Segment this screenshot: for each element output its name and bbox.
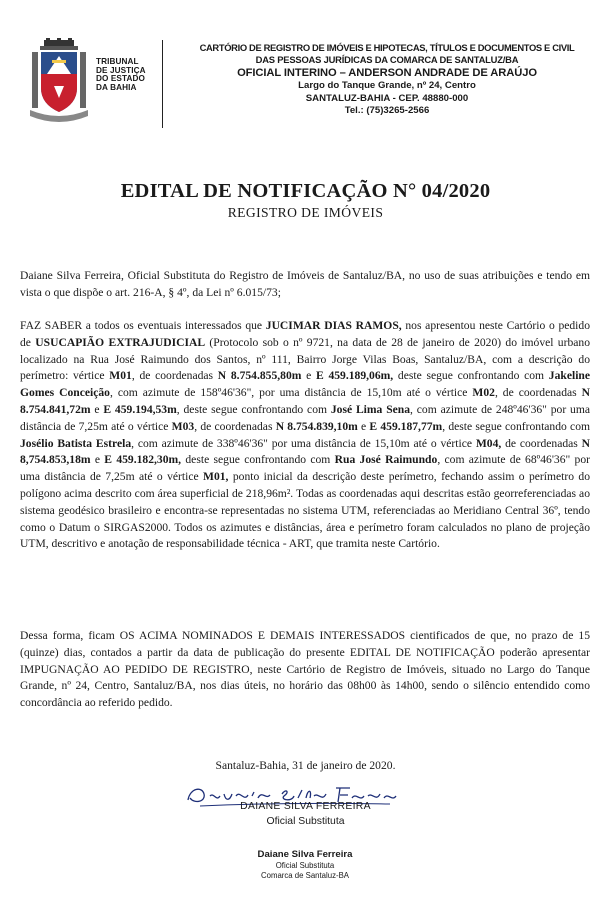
office-city-cep: SANTALUZ-BAHIA - CEP. 48880-000	[305, 92, 469, 104]
signer-role: Oficial Substituta	[266, 816, 345, 827]
document-date: Santaluz-Bahia, 31 de janeiro de 2020.	[215, 759, 396, 772]
official-stamp	[170, 849, 440, 880]
document-subtitle: REGISTRO DE IMÓVEIS	[227, 205, 384, 220]
office-address: Largo do Tanque Grande, nº 24, Centro	[298, 80, 476, 91]
paragraph-notice: FAZ SABER a todos os eventuais interessados que JUCIMAR DIAS RAMOS, nos apresentou neste Cartório o pedido de USUCAPIÃO EXTRAJUDICIAL (Protocolo sob o nº 9721, na data de 28 de janeiro de 2020) do imóvel urbano localizado na Rua José Raimundo dos Santos, nº 111, Bairro Jorge Vilas Boas, Santaluz/BA, com a descrição do perímetro: vértice M01, de coordenadas N 8.754.855,80m e E 459.189,06m, deste segue confrontando com Jakeline Gomes Conceição, com azimute de 158º46'36", por uma distância de 15,10m até o vértice M02, de coordenadas N 8.754.841,72m e E 459.194,53m, deste segue confrontando com José Lima Sena, com azimute de 248º46'36" por uma distância de 7,25m até o vértice M03, de coordenadas N 8.754.839,10m e E 459.187,77m, deste segue confrontando com Josélio Batista Estrela, com azimute de 338º46'36" por uma distância de 15,10m até o vértice M04, de coordenadas N 8,754.853,18m e E 459.182,30m, deste segue confrontando com Rua José Raimundo, com azimute de 68º46'36" por uma distância de 7,25m até o vértice M01, ponto inicial da descrição deste perímetro, fechando assim o perímetro do polígono acima descrito com área superficial de 218,96m². Todas as coordenadas aqui descritas estão georreferenciadas ao sistema geodésico brasileiro e encontra-se representadas no sistema UTM, referenciadas ao Meridiano Central 36º, tendo como o Datum o SIRGAS2000. Todos os azimutes e distâncias, área e perímetro foram calculados no plano de projeção UTM, descritivo e anotação de responsabilidade técnica - ART, que tramita neste Cartório.	[20, 319, 591, 551]
court-line-1: TRIBUNAL	[96, 57, 139, 66]
office-name-line-1: CARTÓRIO DE REGISTRO DE IMÓVEIS E HIPOTECAS, TÍTULOS E DOCUMENTOS E CIVIL	[199, 42, 575, 53]
document-title: EDITAL DE NOTIFICAÇÃO N° 04/2020	[120, 180, 491, 202]
paragraph-introduction: Daiane Silva Ferreira, Oficial Substituta do Registro de Imóveis de Santaluz/BA, no uso de suas atribuições e tendo em vista o que dispõe o art. 216-A, § 4º, da Lei nº 6.015/73;	[20, 269, 590, 299]
office-holder: OFICIAL INTERINO – ANDERSON ANDRADE DE ARAÚJO	[237, 67, 537, 79]
office-header	[164, 42, 610, 118]
court-line-2: DE JUSTIÇA	[96, 65, 146, 75]
court-crest-icon	[30, 38, 88, 122]
stamp-role: Oficial Substituta	[275, 861, 335, 870]
stamp-name: Daiane Silva Ferreira	[257, 849, 353, 860]
stamp-district: Comarca de Santaluz-BA	[261, 870, 349, 880]
header-divider	[162, 40, 163, 128]
court-line-4: DA BAHIA	[96, 82, 137, 92]
office-phone: Tel.: (75)3265-2566	[344, 105, 430, 116]
signer-name: DAIANE SILVA FERREIRA	[240, 801, 371, 812]
paragraph-deadline: Dessa forma, ficam OS ACIMA NOMINADOS E DEMAIS INTERESSADOS cientificados de que, no prazo de 15 (quinze) dias, contados a partir da data de publicação do presente EDITAL DE NOTIFICAÇÃO poderão apresentar IMPUGNAÇÃO AO PEDIDO DE REGISTRO, neste Cartório de Registro de Imóveis, situado no Largo do Tanque Grande, nº 24, Centro, Santaluz/BA, nos dias úteis, no horário das 08h00 às 14h00, sendo o silêncio entendido como concordância ao referido pedido.	[20, 629, 590, 710]
court-line-3: DO ESTADO	[96, 74, 145, 84]
office-name-line-2: DAS PESSOAS JURÍDICAS DA COMARCA DE SANTALUZ/BA	[255, 54, 519, 65]
court-name	[96, 58, 146, 92]
